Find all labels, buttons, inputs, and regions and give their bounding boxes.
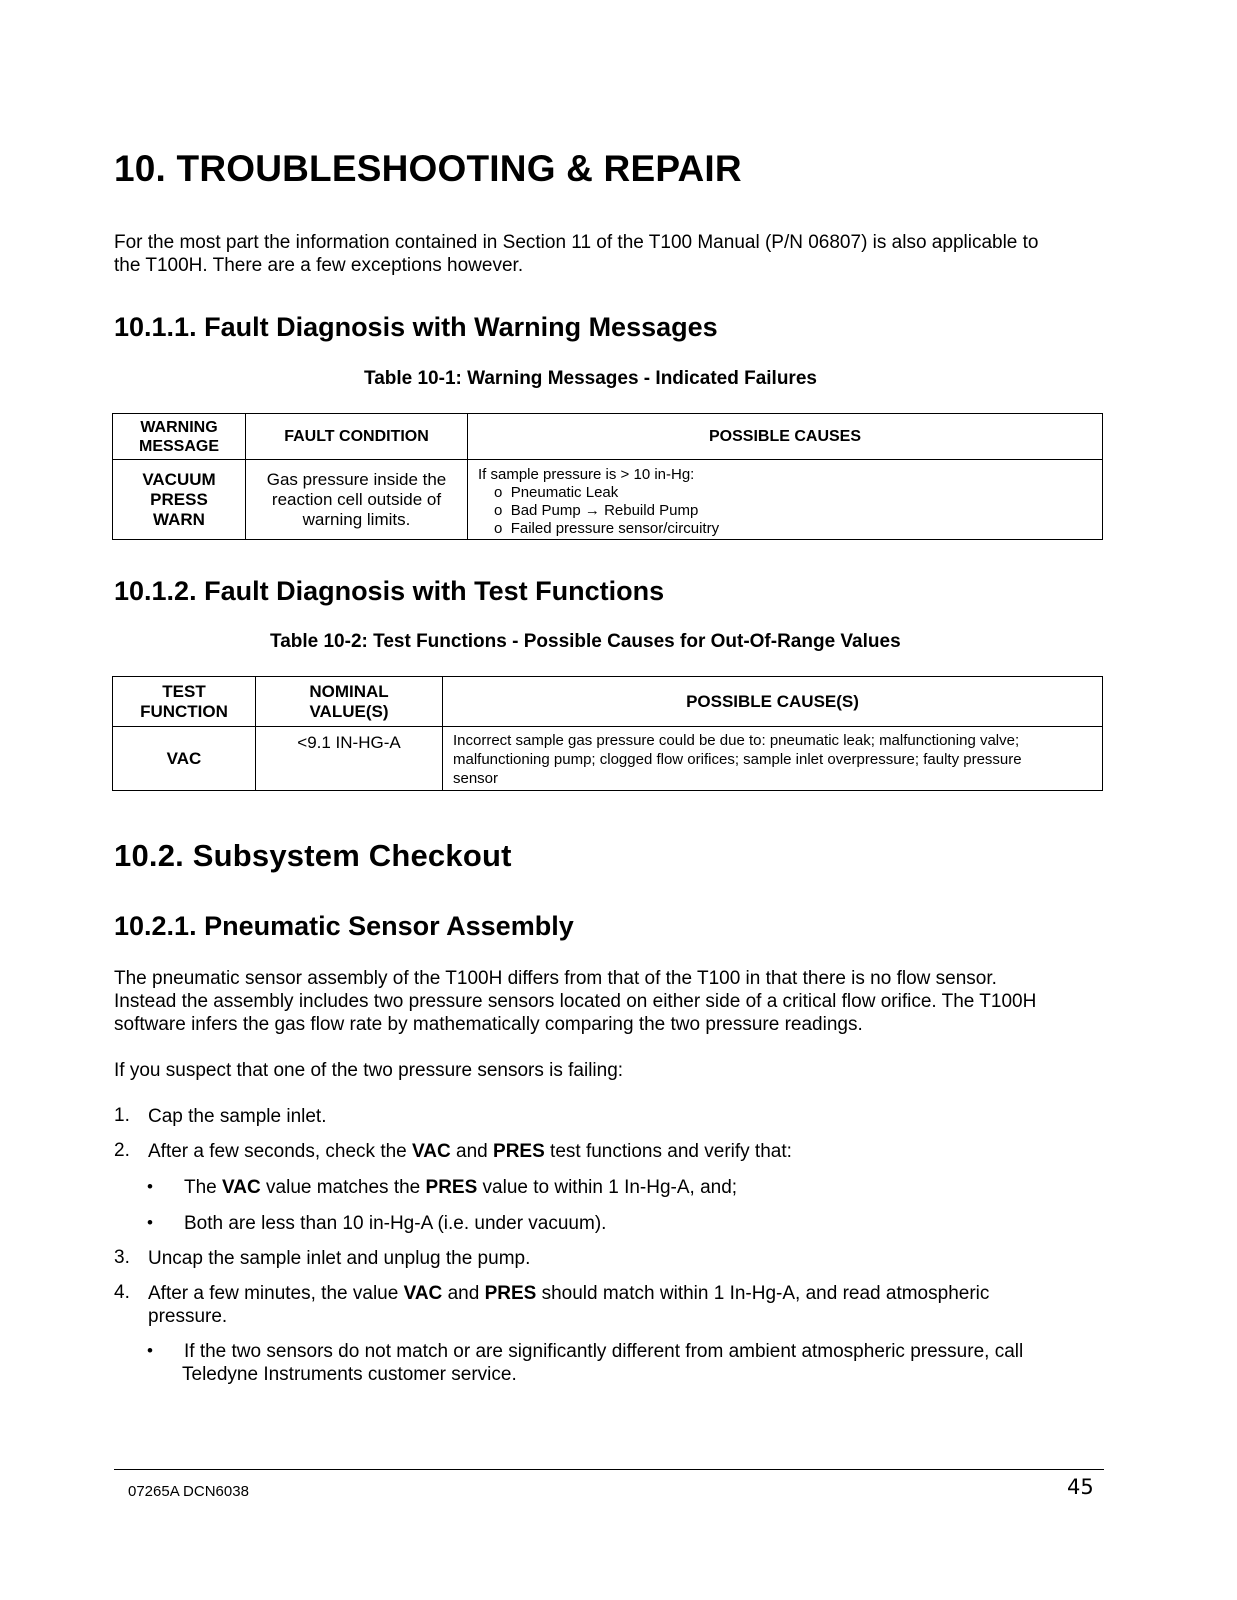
text-run: If the two sensors do not match or are significantly different from ambient atmospheric pressure, call [184,1341,1024,1362]
paragraph-line: software infers the gas flow rate by mathematically comparing the two pressure readings. [114,1014,863,1035]
header-text: NOMINAL [309,681,389,701]
causes-intro: If sample pressure is > 10 in-Hg: [478,466,695,483]
section-heading-10-1-2: 10.1.2. Fault Diagnosis with Test Functions [114,576,665,606]
vac-keyword: VAC [403,1283,443,1304]
header-fault-condition: FAULT CONDITION [246,414,468,460]
pres-keyword: PRES [425,1177,478,1198]
sub-bullet-1-text [184,1176,737,1199]
step-1-text: Cap the sample inlet. [148,1106,327,1127]
header-text: FUNCTION [140,701,228,721]
fault-condition-cell [246,460,468,540]
hollow-bullet-icon: o [494,484,503,501]
header-text: MESSAGE [138,437,219,455]
document-id: 07265A DCN6038 [128,1483,249,1500]
step-4-text [148,1282,989,1328]
header-text: WARNING [140,418,218,436]
bullet-icon: • [147,1177,153,1196]
step-number: 3. [114,1247,130,1268]
condition-line: reaction cell outside of [271,489,442,509]
text-run: After a few seconds, check the [148,1141,413,1162]
section-heading-10-2-1: 10.2.1. Pneumatic Sensor Assembly [114,911,574,941]
paragraph-line: Instead the assembly includes two pressure sensors located on either side of a critical flow orifice. The T100H [114,991,1037,1012]
text-run: should match within 1 In-Hg-A, and read atmospheric [536,1283,990,1304]
cause-text: Pneumatic Leak [510,484,619,501]
table-row [113,460,1103,540]
nominal-value-cell: <9.1 IN-HG-A [256,727,443,791]
condition-line: warning limits. [302,509,411,529]
hollow-bullet-icon: o [494,520,503,537]
table-header-row [113,414,1103,460]
page-number: 45 [1067,1475,1094,1499]
step-number: 1. [114,1105,130,1126]
pres-keyword: PRES [493,1141,545,1162]
intro-line-2: the T100H. There are a few exceptions however. [114,255,524,276]
intro-line-1: For the most part the information contained in Section 11 of the T100 Manual (P/N 06807) is also applicable to [114,232,1039,253]
table-header-row [113,677,1103,727]
table-row [113,727,1103,791]
paragraph-line: The pneumatic sensor assembly of the T100H differs from that of the T100 in that there is no flow sensor. [114,968,997,989]
sub-bullet-2-text: Both are less than 10 in-Hg-A (i.e. under vacuum). [184,1213,607,1234]
step-number: 4. [114,1282,130,1303]
cause-text: Failed pressure sensor/circuitry [510,520,720,537]
message-line: WARN [153,509,205,529]
cause-line: Incorrect sample gas pressure could be due to: pneumatic leak; malfunctioning valve; [453,732,1020,749]
cause-item [478,502,698,519]
text-run: test functions and verify that: [544,1141,792,1162]
step-3-text: Uncap the sample inlet and unplug the pump. [148,1248,531,1269]
cause-item [478,484,618,501]
pneumatic-paragraph [114,967,1036,1036]
message-line: PRESS [150,489,208,509]
bullet-icon: • [147,1213,153,1232]
suspect-paragraph: If you suspect that one of the two pressure sensors is failing: [114,1060,624,1081]
step-number: 2. [114,1140,130,1161]
text-run: Teledyne Instruments customer service. [182,1364,517,1385]
vac-keyword: VAC [222,1177,261,1198]
hollow-bullet-icon: o [494,502,503,519]
warning-message-cell [113,460,246,540]
test-functions-table [112,676,1103,791]
step-2-text [148,1140,792,1163]
cause-line: sensor [453,770,499,787]
warning-messages-table [112,413,1103,540]
header-possible-causes: POSSIBLE CAUSE(S) [443,677,1103,727]
text-run: The [184,1177,223,1198]
header-nominal-values [256,677,443,727]
header-possible-causes: POSSIBLE CAUSES [468,414,1103,460]
section-heading-10-1-1: 10.1.1. Fault Diagnosis with Warning Messages [114,312,718,342]
intro-paragraph [114,231,1039,277]
text-run: value matches the [260,1177,426,1198]
pres-keyword: PRES [484,1283,537,1304]
possible-cause-cell [443,727,1103,791]
chapter-title: 10. TROUBLESHOOTING & REPAIR [114,148,742,189]
table-10-1-caption: Table 10-1: Warning Messages - Indicated Failures [364,368,817,389]
header-test-function [113,677,256,727]
text-run: and [442,1283,485,1304]
condition-line: Gas pressure inside the [266,469,447,489]
footer-divider [114,1469,1104,1470]
message-line: VACUUM [142,469,216,489]
header-warning-message [113,414,246,460]
test-function-cell: VAC [113,727,256,791]
text-run: After a few minutes, the value [148,1283,404,1304]
possible-causes-cell [468,460,1103,540]
sub-bullet-3-text [184,1340,1023,1386]
header-text: TEST [162,681,206,701]
text-run: pressure. [148,1306,228,1327]
table-10-2-caption: Table 10-2: Test Functions - Possible Causes for Out-Of-Range Values [270,631,901,652]
section-heading-10-2: 10.2. Subsystem Checkout [114,838,512,873]
text-run: and [450,1141,494,1162]
cause-text: Bad Pump → Rebuild Pump [510,502,699,519]
bullet-icon: • [147,1341,153,1360]
vac-keyword: VAC [412,1141,451,1162]
cause-line: malfunctioning pump; clogged flow orifices; sample inlet overpressure; faulty pressure [453,751,1022,768]
cause-item [478,520,719,537]
text-run: value to within 1 In-Hg-A, and; [477,1177,738,1198]
header-text: VALUE(S) [309,701,389,721]
